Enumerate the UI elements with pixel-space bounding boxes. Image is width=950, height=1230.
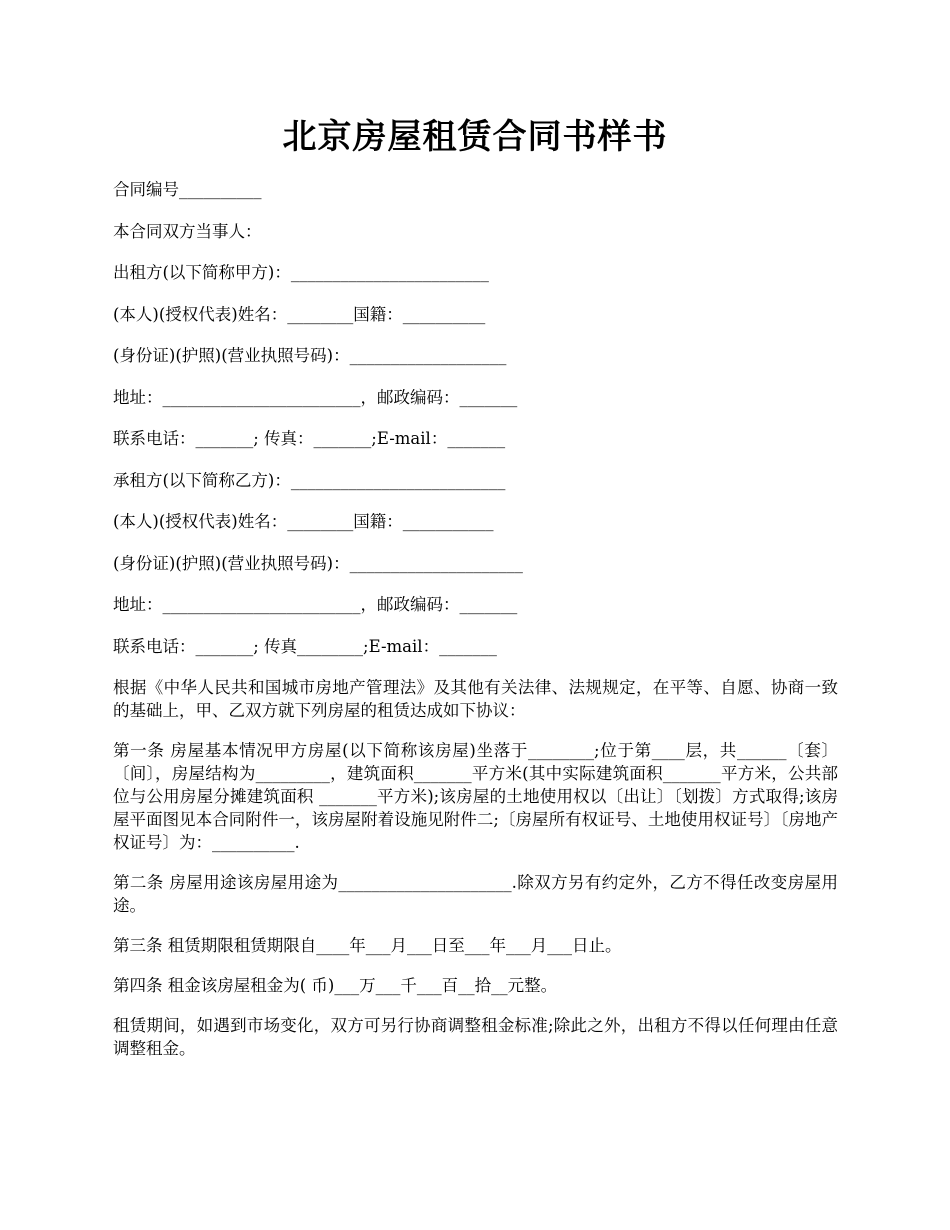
- article-3-paragraph: 第三条 租赁期限租赁期限自____年___月___日至___年___月___日止。: [113, 936, 622, 955]
- article-2-paragraph: 第二条 房屋用途该房屋用途为_____________________.除双方另有约定外，乙方不得任改变房屋用途。: [113, 873, 838, 915]
- rent-adjustment-paragraph: 租赁期间，如遇到市场变化，双方可另行协商调整租金标准;除此之外，出租方不得以任何理由任意调整租金。: [113, 1016, 838, 1058]
- lessee-contact-line: 联系电话：_______; 传真________;E-mail：_______: [113, 636, 497, 656]
- lessee-address-line: 地址：________________________，邮政编码：_______: [113, 595, 518, 614]
- lessee-name-nationality-line: (本人)(授权代表)姓名：________国籍：___________: [113, 512, 494, 531]
- lessor-address-line: 地址：________________________，邮政编码：_______: [113, 387, 518, 407]
- article-1-paragraph: 第一条 房屋基本情况甲方房屋(以下简称该房屋)坐落于________;位于第____层，共______〔套〕〔间〕，房屋结构为_________，建筑面积_______平方米(其中实际建筑面积_______平方米，公共部位与公用房屋分摊建筑面积 _______平方米);该房屋的土地使用权以〔出让〕〔划拨〕方式取得;该房屋平面图见本合同附件一，该房屋附着设施见附件二;〔房屋所有权证号、土地使用权证号〕〔房地产权证号〕为：__________.: [113, 741, 838, 852]
- preamble-paragraph: 根据《中华人民共和国城市房地产管理法》及其他有关法律、法规规定，在平等、自愿、协商一致的基础上，甲、乙双方就下列房屋的租赁达成如下协议：: [113, 678, 838, 720]
- lessee-line: 承租方(以下简称乙方)：__________________________: [113, 470, 506, 490]
- contract-number-line: 合同编号__________: [113, 180, 262, 199]
- lessee-id-line: (身份证)(护照)(营业执照号码)：_____________________: [113, 553, 523, 573]
- lessor-name-nationality-line: (本人)(授权代表)姓名：________国籍：__________: [113, 304, 486, 324]
- parties-heading: 本合同双方当事人：: [113, 221, 262, 241]
- document-body: [113, 178, 838, 1077]
- lessor-id-line: (身份证)(护照)(营业执照号码)：___________________: [113, 346, 507, 365]
- lessor-contact-line: 联系电话：_______; 传真：_______;E-mail：_______: [113, 429, 506, 448]
- lessor-line: 出租方(以下简称甲方)：________________________: [113, 263, 489, 282]
- document-title: 北京房屋租赁合同书样书: [282, 117, 668, 157]
- article-4-paragraph: 第四条 租金该房屋租金为( 币)___万___千___百__拾__元整。: [113, 976, 558, 995]
